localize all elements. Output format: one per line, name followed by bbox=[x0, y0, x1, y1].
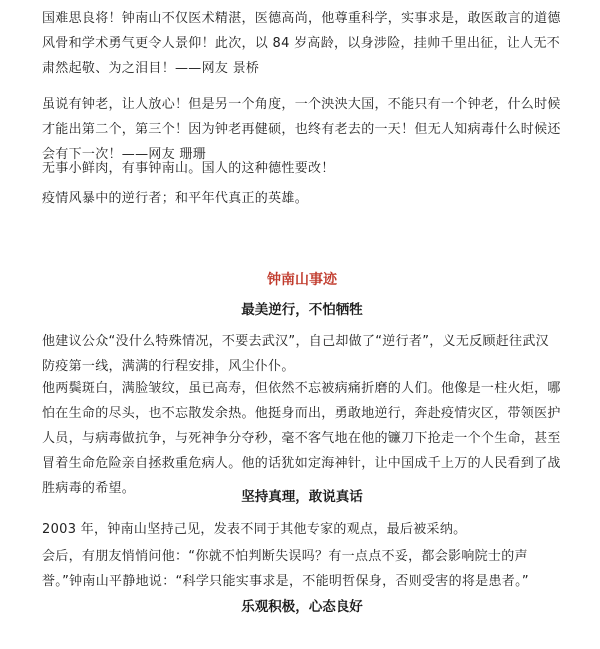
subheading-retrograde: 最美逆行，不怕牺牲 bbox=[241, 302, 363, 318]
subheading-optimism: 乐观积极，心态良好 bbox=[241, 599, 363, 615]
paragraph-2003: 2003 年，钟南山坚持己见，发表不同于其他专家的观点，最后被采纳。 bbox=[42, 522, 467, 537]
comment-paragraph-hero: 疫情风暴中的逆行者；和平年代真正的英雄。 bbox=[42, 191, 309, 206]
comment-paragraph-xiaoxianrou: 无事小鲜肉，有事钟南山。国人的这种德性要改！ bbox=[42, 161, 335, 176]
paragraph-after-meeting: 会后，有朋友悄悄问他：“你就不怕判断失误吗？有一点点不妥，都会影响院士的声誉。”钟南山平静地说：“科学只能实事求是，不能明哲保身，否则受害的将是患者。” bbox=[42, 549, 529, 589]
comment-paragraph-shanshan: 虽说有钟老，让人放心！但是另一个角度，一个泱泱大国，不能只有一个钟老，什么时候才能出第二个，第三个！因为钟老再健硕，也终有老去的一天！但无人知病毒什么时候还会有下一次！——网友 珊珊 bbox=[42, 97, 561, 162]
paragraph-advice-wuhan: 他建议公众“没什么特殊情况，不要去武汉”，自己却做了“逆行者”，义无反顾赶往武汉防疫第一线，满满的行程安排，风尘仆仆。 bbox=[42, 334, 549, 374]
comment-paragraph-jingqiao: 国难思良将！钟南山不仅医术精湛，医德高尚，他尊重科学，实事求是，敢医敢言的道德风骨和学术勇气更令人景仰！此次，以 84 岁高龄，以身涉险，挂帅千里出征，让人无不肃然起敬、为之泪目！——网友 景桥 bbox=[42, 11, 561, 76]
subheading-truth: 坚持真理，敢说真话 bbox=[241, 489, 363, 505]
paragraph-torch: 他两鬓斑白，满脸皱纹，虽已高寿，但依然不忘被病痛折磨的人们。他像是一柱火炬，哪怕在生命的尽头，也不忘散发余热。他挺身而出，勇敢地逆行，奔赴疫情灾区，带领医护人员，与病毒做抗争，与死神争分夺秒，毫不客气地在他的镰刀下抢走一个个生命，甚至冒着生命危险亲自拯救重危病人。他的话犹如定海神针，让中国成千上万的人民看到了战胜病毒的希望。 bbox=[42, 381, 561, 496]
section-title: 钟南山事迹 bbox=[267, 272, 337, 288]
